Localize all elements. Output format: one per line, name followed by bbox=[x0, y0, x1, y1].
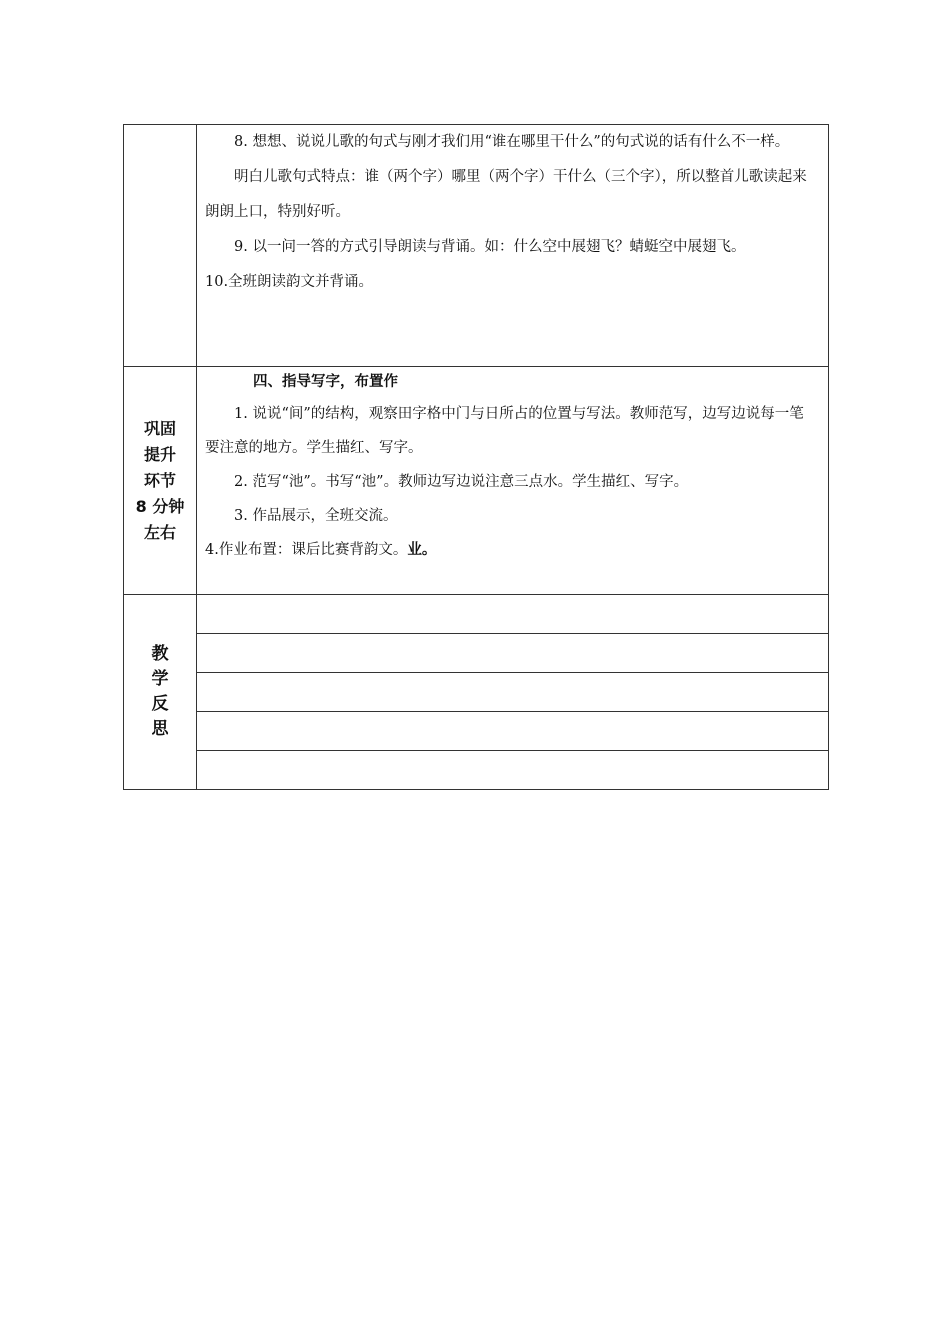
table-row bbox=[124, 367, 829, 595]
reflection-label-char: 反 bbox=[151, 694, 169, 714]
stage-label-line: 8 分钟 bbox=[135, 497, 185, 516]
lesson-plan-table bbox=[123, 124, 829, 790]
homework-text: 4.作业布置：课后比赛背韵文。 bbox=[205, 542, 408, 558]
stage-label-line: 左右 bbox=[143, 523, 176, 542]
homework-bold-tail: 业。 bbox=[407, 542, 437, 558]
reflection-row bbox=[124, 673, 829, 712]
reflection-label-char: 教 bbox=[151, 644, 169, 664]
writing-item-3: 3. 作品展示，全班交流。 bbox=[234, 508, 398, 524]
stage-label-line: 环节 bbox=[143, 471, 176, 490]
stage-label-cell-empty bbox=[124, 125, 197, 367]
reflection-label-char: 思 bbox=[151, 719, 169, 739]
activity-cell bbox=[197, 125, 829, 367]
activity-note: 明白儿歌句式特点：谁（两个字）哪里（两个字）干什么（三个字），所以整首儿歌读起来朗朗上口，特别好听。 bbox=[205, 169, 807, 220]
reflection-row bbox=[124, 751, 829, 790]
reflection-label-char: 学 bbox=[151, 669, 169, 689]
writing-item-2: 2. 范写“池”。书写“池”。教师边写边说注意三点水。学生描红、写字。 bbox=[234, 474, 689, 490]
reflection-row bbox=[124, 712, 829, 751]
table-row bbox=[124, 125, 829, 367]
homework-item bbox=[197, 533, 828, 567]
reflection-line-4[interactable] bbox=[197, 712, 829, 751]
reflection-label-cell bbox=[124, 595, 197, 790]
reflection-row bbox=[124, 595, 829, 634]
reflection-line-3[interactable] bbox=[197, 673, 829, 712]
reflection-line-1[interactable] bbox=[197, 595, 829, 634]
writing-item-1: 1. 说说“间”的结构，观察田字格中门与日所占的位置与写法。教师范写，边写边说每一笔要注意的地方。学生描红、写字。 bbox=[205, 406, 804, 456]
stage-label bbox=[124, 367, 196, 546]
reflection-row bbox=[124, 634, 829, 673]
stage-label-cell bbox=[124, 367, 197, 595]
reflection-line-2[interactable] bbox=[197, 634, 829, 673]
reflection-line-5[interactable] bbox=[197, 751, 829, 790]
activity-cell bbox=[197, 367, 829, 595]
stage-label-line: 提升 bbox=[143, 445, 176, 464]
activity-item-8: 8. 想想、说说儿歌的句式与刚才我们用“谁在哪里干什么”的句式说的话有什么不一样。 bbox=[234, 134, 790, 150]
activity-item-10: 10.全班朗读韵文并背诵。 bbox=[205, 274, 374, 290]
stage-label-line: 巩固 bbox=[143, 419, 176, 438]
section-heading: 四、指导写字，布置作 bbox=[253, 374, 398, 390]
activity-item-9: 9. 以一问一答的方式引导朗读与背诵。如：什么空中展翅飞？蜻蜓空中展翅飞。 bbox=[234, 239, 746, 255]
